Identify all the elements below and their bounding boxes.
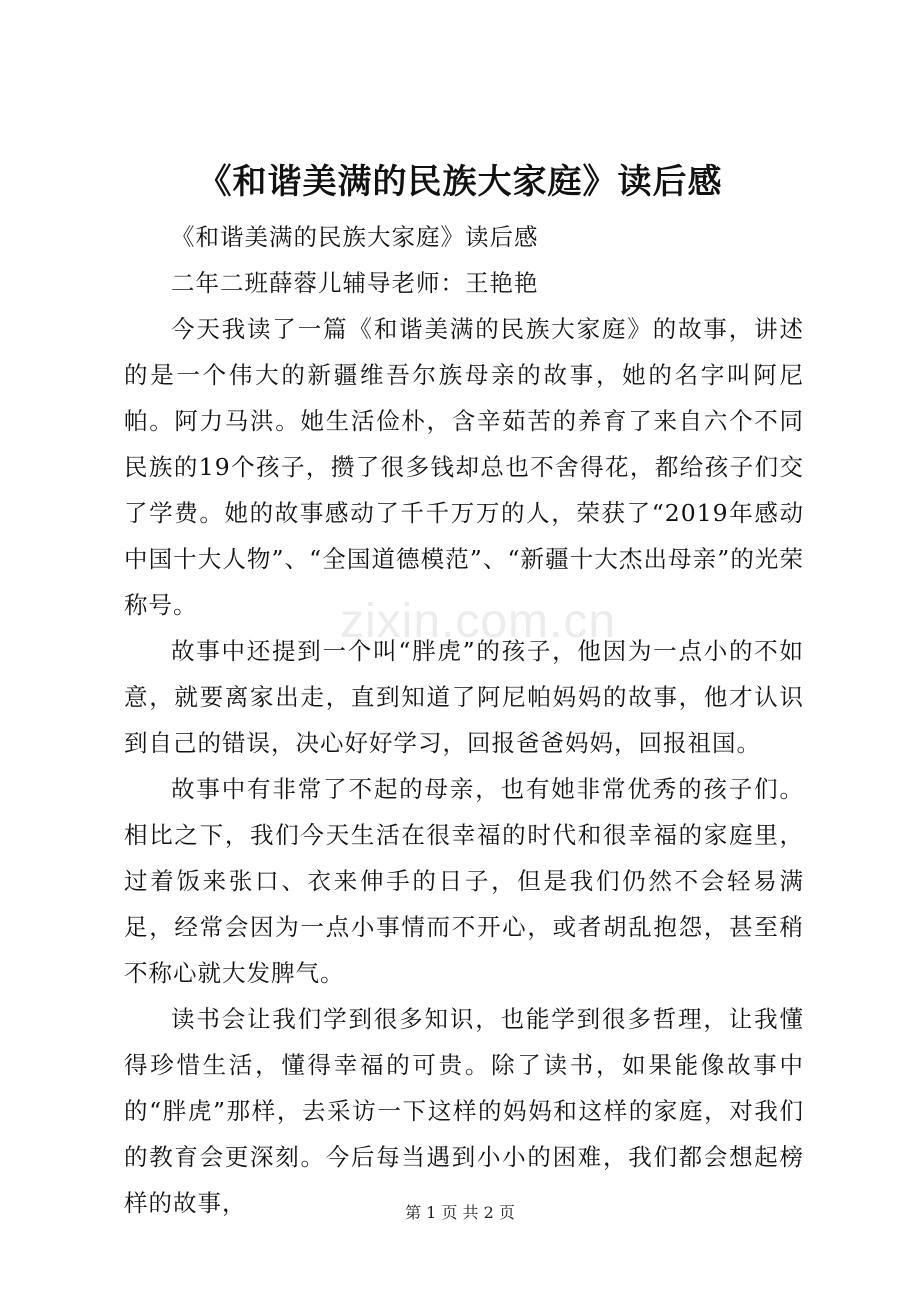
watermark: zixin.com.cn — [340, 595, 617, 648]
paragraph-author: 二年二班薛蓉儿辅导老师：王艳艳 — [171, 269, 539, 297]
page-number-footer: 第 1 页 共 2 页 — [405, 1203, 515, 1222]
document-title: 《和谐美满的民族大家庭》读后感 — [197, 162, 723, 202]
paragraph: 读书会让我们学到很多知识，也能学到很多哲理，让我懂得珍惜生活，懂得幸福的可贵。除了读书，如果能像故事中的“胖虎”那样，去采访一下这样的妈妈和这样的家庭，对我们的教育会更深刻。今后每当遇到小小的困难，我们都会想起榜样的故事， — [124, 1005, 804, 1217]
paragraph: 故事中还提到一个叫“胖虎”的孩子，他因为一点小的不如意，就要离家出走，直到知道了阿尼帕妈妈的故事，他才认识到自己的错误，决心好好学习，回报爸爸妈妈，回报祖国。 — [124, 637, 804, 757]
document-body — [124, 214, 804, 1226]
paragraph: 故事中有非常了不起的母亲，也有她非常优秀的孩子们。相比之下，我们今天生活在很幸福的时代和很幸福的家庭里，过着饭来张口、衣来伸手的日子，但是我们仍然不会轻易满足，经常会因为一点小事情而不开心，或者胡乱抱怨，甚至稍不称心就大发脾气。 — [124, 775, 804, 987]
paragraph-subtitle: 《和谐美满的民族大家庭》读后感 — [171, 223, 539, 251]
paragraph: 今天我读了一篇《和谐美满的民族大家庭》的故事，讲述的是一个伟大的新疆维吾尔族母亲的故事，她的名字叫阿尼帕。阿力马洪。她生活俭朴，含辛茹苦的养育了来自六个不同民族的19个孩子，攒了很多钱却总也不舍得花，都给孩子们交了学费。她的故事感动了千千万万的人，荣获了“2019年感动中国十大人物”、“全国道德模范”、“新疆十大杰出母亲”的光荣称号。 — [124, 315, 804, 619]
